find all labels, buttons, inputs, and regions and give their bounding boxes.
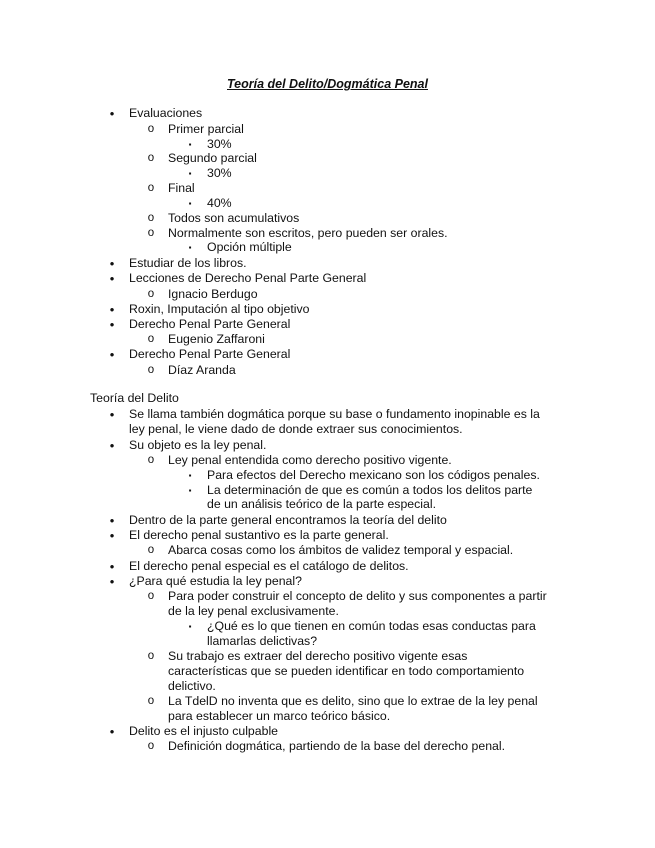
list-item-trabajo-line-1: Su trabajo es extraer del derecho positivo vigente esas	[168, 649, 468, 663]
bullet-square: ▪	[188, 622, 192, 631]
list-item-tdeld-line-2: para establecer un marco teórico básico.	[168, 709, 391, 723]
bullet-disc: •	[109, 559, 115, 574]
bullet-disc: •	[109, 256, 115, 271]
bullet-square: ▪	[188, 140, 192, 149]
bullet-disc: •	[109, 574, 115, 589]
bullet-disc: •	[109, 347, 115, 362]
bullet-circle: o	[147, 288, 155, 300]
list-item-evaluaciones: Evaluaciones	[129, 106, 203, 120]
list-item-comun-line-2: llamarlas delictivas?	[207, 634, 318, 648]
bullet-disc: •	[109, 438, 115, 453]
bullet-circle: o	[147, 740, 155, 752]
bullet-circle: o	[147, 123, 155, 135]
bullet-square: ▪	[188, 486, 192, 495]
list-item-diaz-aranda: Díaz Aranda	[168, 363, 236, 377]
bullet-disc: •	[109, 513, 115, 528]
list-item-determinacion-line-2: de un análisis teórico de la parte especial.	[207, 497, 436, 511]
list-item-acumulativos: Todos son acumulativos	[168, 211, 300, 225]
bullet-disc: •	[109, 106, 115, 121]
bullet-disc: •	[109, 271, 115, 286]
list-item-final: Final	[168, 181, 195, 195]
bullet-circle: o	[147, 590, 155, 602]
section-heading: Teoría del Delito	[90, 391, 179, 405]
bullet-circle: o	[147, 333, 155, 345]
bullet-square: ▪	[188, 243, 192, 252]
bullet-disc: •	[109, 302, 115, 317]
list-item-construir-line-1: Para poder construir el concepto de delito y sus componentes a partir	[168, 589, 547, 603]
list-item-dogmatica-line-2: ley penal, le viene dado de donde extraer sus conocimientos.	[129, 422, 463, 436]
bullet-disc: •	[109, 724, 115, 739]
bullet-square: ▪	[188, 169, 192, 178]
list-item-tdeld-line-1: La TdelD no inventa que es delito, sino que lo extrae de la ley penal	[168, 694, 538, 708]
bullet-circle: o	[147, 695, 155, 707]
list-item-estudiar: Estudiar de los libros.	[129, 256, 247, 270]
list-item-sustantivo: El derecho penal sustantivo es la parte general.	[129, 528, 389, 542]
list-item-abarca: Abarca cosas como los ámbitos de validez temporal y espacial.	[168, 543, 514, 557]
page-title: Teoría del Delito/Dogmática Penal	[227, 77, 428, 91]
list-item-determinacion-line-1: La determinación de que es común a todos los delitos parte	[207, 483, 533, 497]
bullet-circle: o	[147, 454, 155, 466]
bullet-circle: o	[147, 544, 155, 556]
list-item-primer-parcial: Primer parcial	[168, 122, 244, 136]
list-item-trabajo-line-3: delictivo.	[168, 679, 216, 693]
list-item-construir-line-2: de la ley penal exclusivamente.	[168, 604, 339, 618]
bullet-circle: o	[147, 364, 155, 376]
list-item-injusto: Delito es el injusto culpable	[129, 724, 279, 738]
list-item-primer-pct: 30%	[207, 137, 232, 151]
list-item-ley-penal: Ley penal entendida como derecho positivo vigente.	[168, 453, 452, 467]
bullet-square: ▪	[188, 471, 192, 480]
list-item-segundo-pct: 30%	[207, 166, 232, 180]
list-item-segundo-parcial: Segundo parcial	[168, 151, 257, 165]
list-item-final-pct: 40%	[207, 196, 232, 210]
bullet-square: ▪	[188, 199, 192, 208]
list-item-trabajo-line-2: características que se pueden identificar en todo comportamiento	[168, 664, 525, 678]
list-item-lecciones: Lecciones de Derecho Penal Parte General	[129, 271, 367, 285]
bullet-circle: o	[147, 152, 155, 164]
bullet-disc: •	[109, 407, 115, 422]
list-item-dppg-1: Derecho Penal Parte General	[129, 317, 291, 331]
list-item-escritos: Normalmente son escritos, pero pueden ser orales.	[168, 226, 448, 240]
list-item-objeto: Su objeto es la ley penal.	[129, 438, 267, 452]
bullet-disc: •	[109, 317, 115, 332]
bullet-circle: o	[147, 182, 155, 194]
list-item-zaffaroni: Eugenio Zaffaroni	[168, 332, 265, 346]
list-item-opcion-multiple: Opción múltiple	[207, 240, 292, 254]
bullet-disc: •	[109, 528, 115, 543]
list-item-para-que: ¿Para qué estudia la ley penal?	[129, 574, 302, 588]
list-item-dogmatica-line-1: Se llama también dogmática porque su base o fundamento inopinable es la	[129, 407, 540, 421]
list-item-comun-line-1: ¿Qué es lo que tienen en común todas esas conductas para	[207, 619, 536, 633]
bullet-circle: o	[147, 212, 155, 224]
list-item-berdugo: Ignacio Berdugo	[168, 287, 258, 301]
list-item-efectos: Para efectos del Derecho mexicano son los códigos penales.	[207, 468, 540, 482]
list-item-definicion: Definición dogmática, partiendo de la base del derecho penal.	[168, 739, 506, 753]
list-item-especial: El derecho penal especial es el catálogo de delitos.	[129, 559, 409, 573]
list-item-parte-general: Dentro de la parte general encontramos la teoría del delito	[129, 513, 447, 527]
bullet-circle: o	[147, 227, 155, 239]
list-item-roxin: Roxin, Imputación al tipo objetivo	[129, 302, 310, 316]
bullet-circle: o	[147, 650, 155, 662]
list-item-dppg-2: Derecho Penal Parte General	[129, 347, 291, 361]
